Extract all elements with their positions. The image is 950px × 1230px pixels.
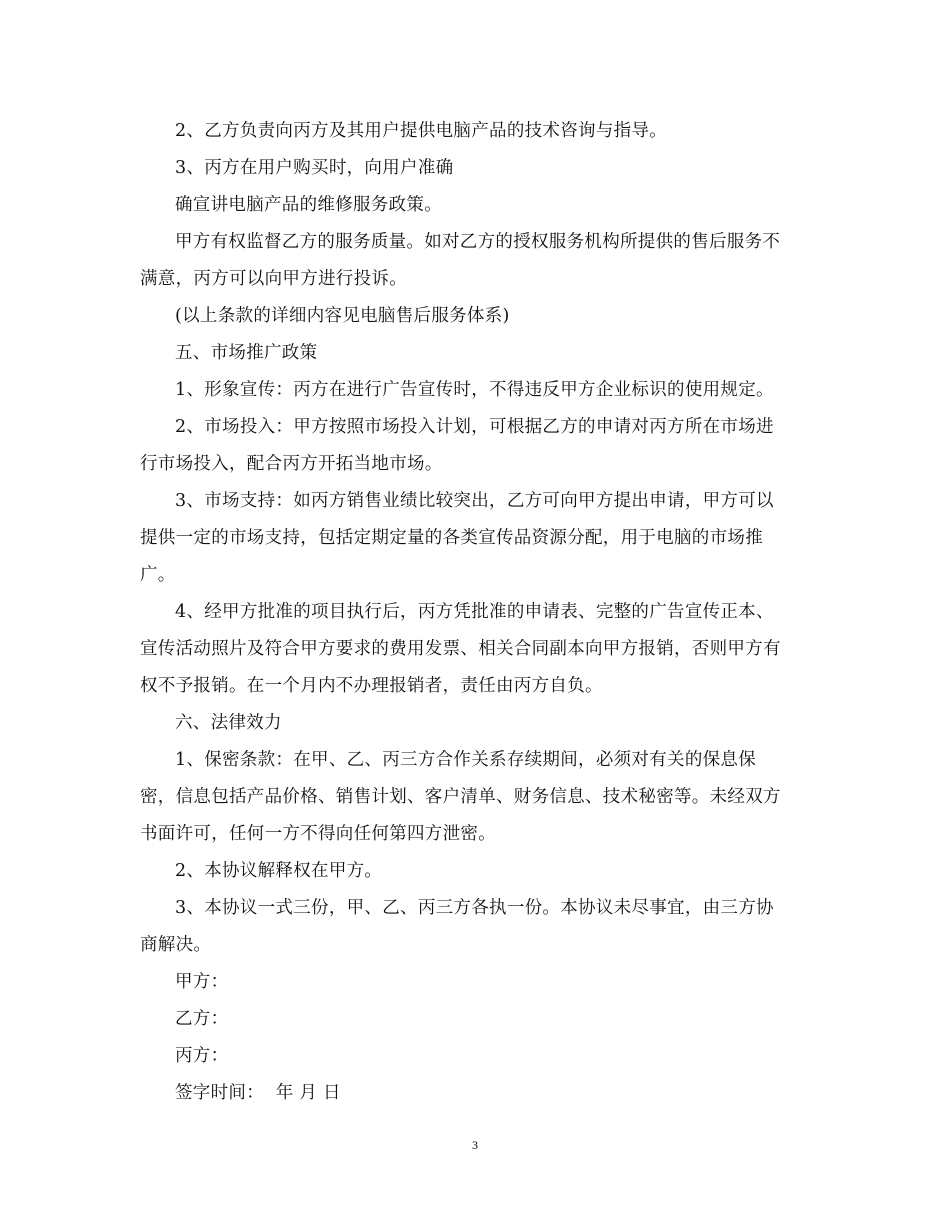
page-number: 3 [472, 1138, 478, 1152]
paragraph-line: 宣传活动照片及符合甲方要求的费用发票、相关合同副本向甲方报销，否则甲方有 [140, 639, 781, 659]
paragraph-line: 1、形象宣传：丙方在进行广告宣传时，不得违反甲方企业标识的使用规定。 [175, 380, 774, 400]
paragraph-line: 确宣讲电脑产品的维修服务政策。 [175, 195, 442, 215]
paragraph-line: 3、丙方在用户购买时，向用户准确 [175, 158, 454, 178]
paragraph-line: 提供一定的市场支持，包括定期定量的各类宣传品资源分配，用于电脑的市场推 [140, 528, 763, 548]
paragraph-line: 4、经甲方批准的项目执行后，丙方凭批准的申请表、完整的广告宣传正本、 [175, 602, 774, 622]
paragraph-line: 书面许可，任何一方不得向任何第四方泄密。 [140, 824, 496, 844]
paragraph-line: 密，信息包括产品价格、销售计划、客户清单、财务信息、技术秘密等。未经双方 [140, 787, 781, 807]
paragraph-line: 满意，丙方可以向甲方进行投诉。 [140, 269, 407, 289]
signature-date: 签字时间： 年 月 日 [175, 1083, 341, 1103]
paragraph-line: 行市场投入，配合丙方开拓当地市场。 [140, 454, 443, 474]
paragraph-line: 2、乙方负责向丙方及其用户提供电脑产品的技术咨询与指导。 [175, 121, 668, 141]
paragraph-line: 商解决。 [140, 935, 212, 955]
paragraph-line: 2、市场投入：甲方按照市场投入计划，可根据乙方的申请对丙方所在市场进 [175, 417, 774, 437]
signature-party-a: 甲方： [175, 972, 229, 992]
paragraph-line: 1、保密条款：在甲、乙、丙三方合作关系存续期间，必须对有关的保息保 [175, 750, 757, 770]
paragraph-line: (以上条款的详细内容见电脑售后服务体系) [175, 306, 510, 326]
paragraph-line: 权不予报销。在一个月内不办理报销者，责任由丙方自负。 [140, 676, 603, 696]
signature-party-c: 丙方： [175, 1046, 229, 1066]
section-heading: 六、法律效力 [175, 713, 282, 733]
paragraph-line: 3、市场支持：如丙方销售业绩比较突出，乙方可向甲方提出申请，甲方可以 [175, 491, 774, 511]
section-heading: 五、市场推广政策 [175, 343, 318, 363]
paragraph-line: 甲方有权监督乙方的服务质量。如对乙方的授权服务机构所提供的售后服务不 [175, 232, 781, 252]
paragraph-line: 广。 [140, 565, 176, 585]
paragraph-line: 3、本协议一式三份，甲、乙、丙三方各执一份。本协议未尽事宜，由三方协 [175, 898, 774, 918]
signature-party-b: 乙方： [175, 1009, 229, 1029]
paragraph-line: 2、本协议解释权在甲方。 [175, 861, 383, 881]
